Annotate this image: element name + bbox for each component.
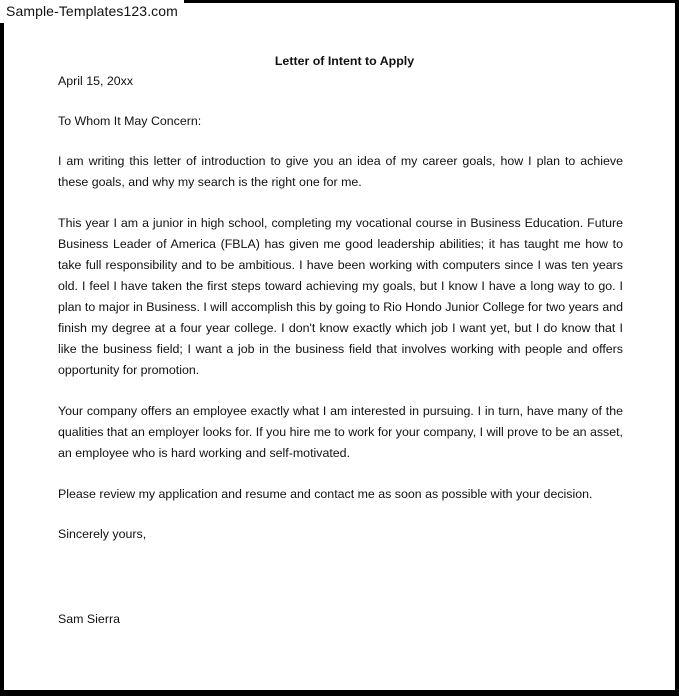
letter-title: Letter of Intent to Apply [274,54,415,68]
signature: Sam Sierra [58,612,120,626]
letter-document [58,52,623,630]
paragraph-intro: I am writing this letter of introduction to give you an idea of my career goals, how I plan to achieve these goals, and why my search is the right one for me. [58,154,623,189]
paragraph-request: Please review my application and resume and contact me as soon as possible with your decision. [58,487,593,501]
watermark: Sample-Templates123.com [0,0,184,23]
paragraph-company: Your company offers an employee exactly what I am interested in pursuing. I in turn, have many of the qualities that an employer looks for. If you hire me to work for your company, I will prove to be an asset, an employee who is hard working and self-motivated. [58,404,623,460]
closing: Sincerely yours, [58,527,147,541]
letter-date: April 15, 20xx [58,74,134,88]
salutation: To Whom It May Concern: [58,114,202,128]
paragraph-background: This year I am a junior in high school, completing my vocational course in Business Education. Future Business Leader of America (FBLA) has given me good leadership abilities; it has taught me how to take full responsibility and to be ambitious. I have been working with computers since I was ten years old. I feel I have taken the first steps toward achieving my goals, but I know I have a long way to go. I plan to major in Business. I will accomplish this by going to Rio Hondo Junior College for two years and finish my degree at a four year college. I don't know exactly which job I want yet, but I do know that I like the business field; I want a job in the business field that involves working with people and offers opportunity for promotion. [58,216,623,377]
